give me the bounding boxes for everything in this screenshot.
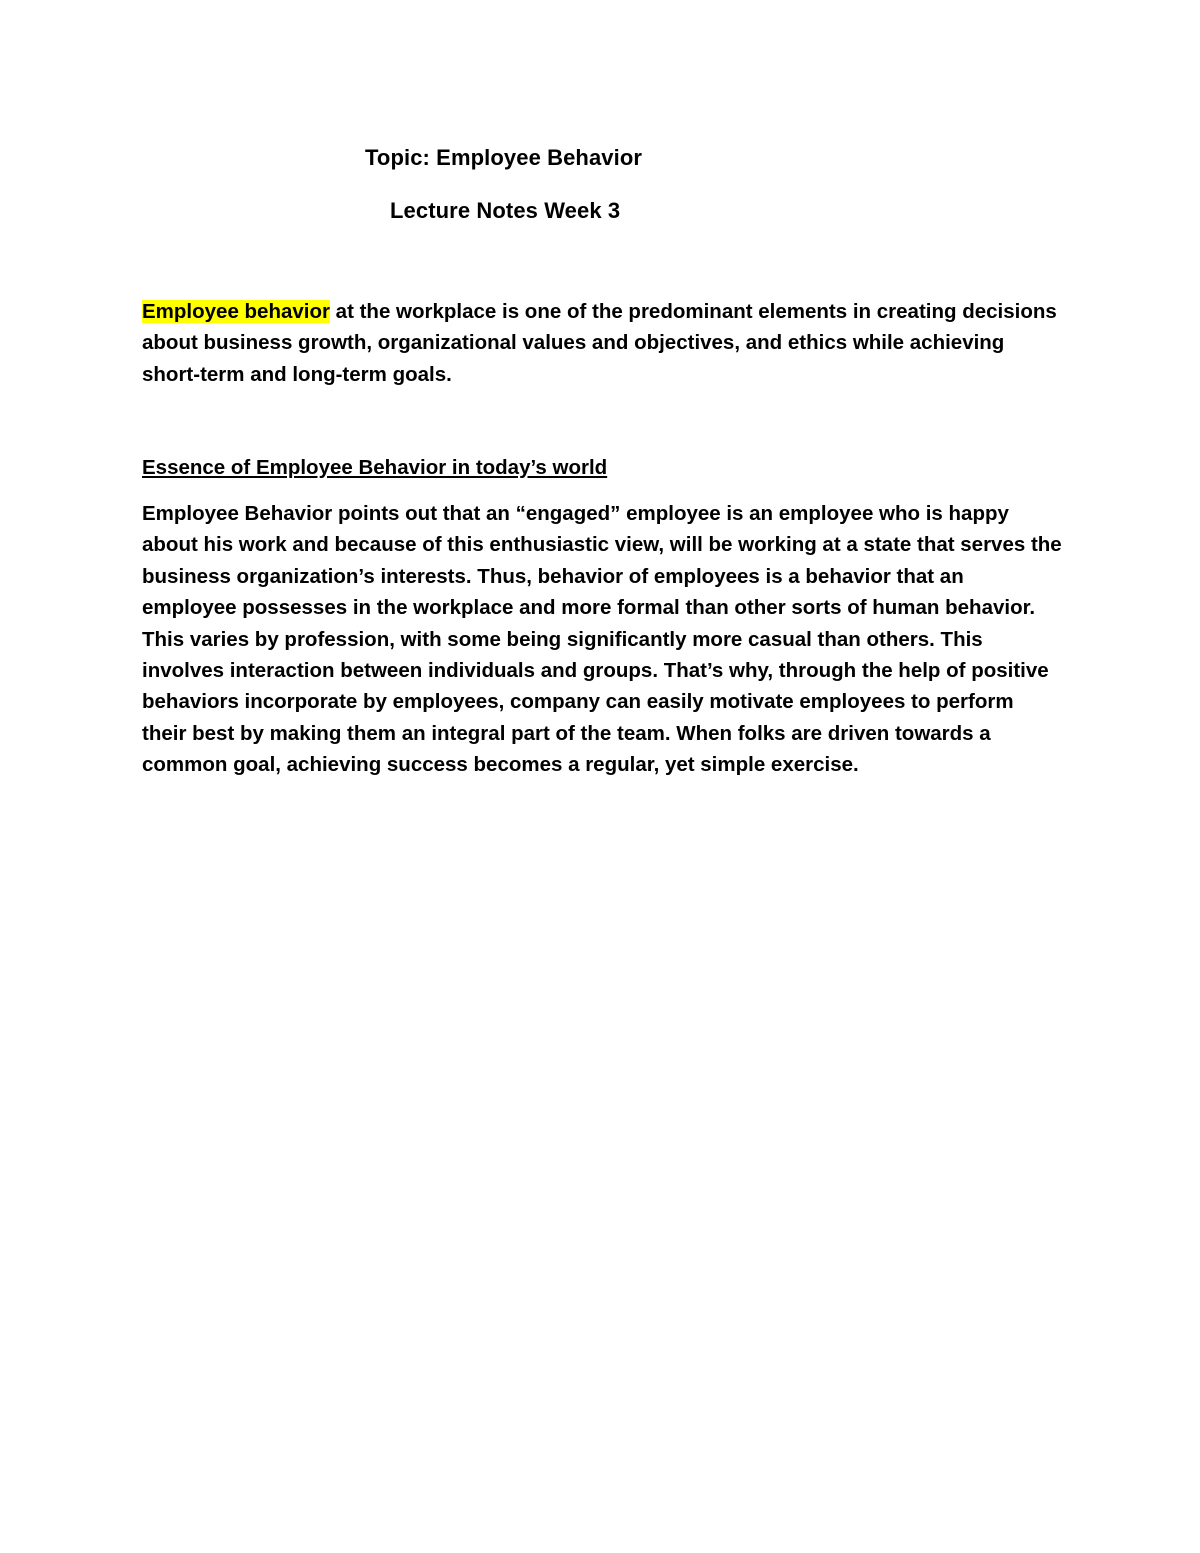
highlighted-term: Employee behavior [142,300,330,323]
section-body-paragraph: Employee Behavior points out that an “engaged” employee is an employee who is happy about his work and because of this enthusiastic view, will be working at a state that serves the business organization’s interests. Thus, behavior of employees is a behavior that an employee possesses in the workplace and more formal than other sorts of human behavior. This varies by profession, with some being significantly more casual than others. This involves interaction between individuals and groups. That’s why, through the help of positive behaviors incorporate by employees, company can easily motivate employees to perform their best by making them an integral part of the team. When folks are driven towards a common goal, achieving success becomes a regular, yet simple exercise. [142,502,1062,777]
intro-text: at the workplace is one of the predominant elements in creating decisions about business growth, organizational values and objectives, and ethics while achieving short-term and long-term goals. [142,300,1057,386]
document-title: Topic: Employee Behavior [365,145,643,170]
document-subtitle: Lecture Notes Week 3 [390,198,621,223]
section-heading: Essence of Employee Behavior in today’s world [142,456,608,479]
intro-paragraph [142,296,1062,390]
